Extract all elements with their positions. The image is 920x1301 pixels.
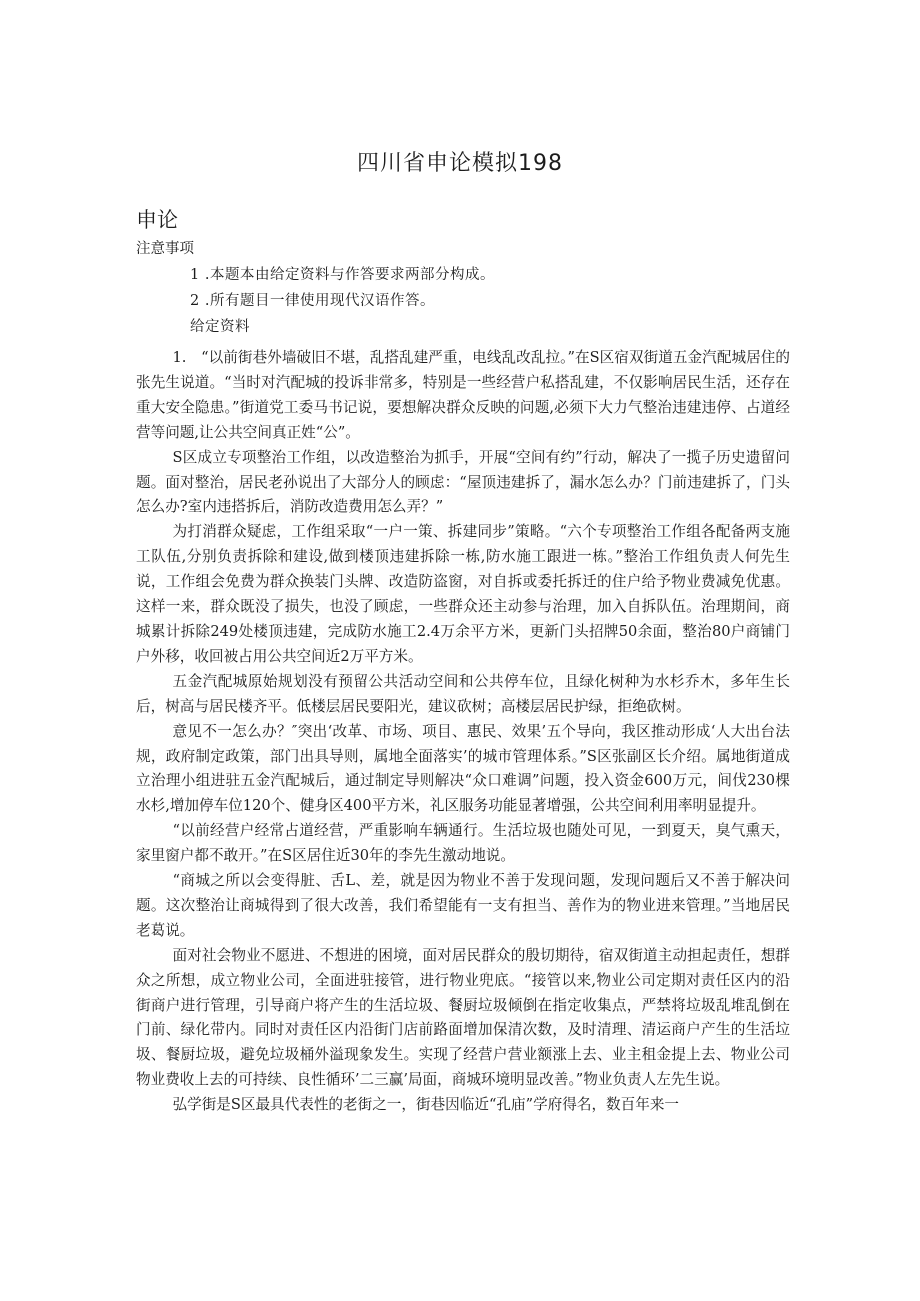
notice-heading: 注意事项 [136, 241, 194, 257]
notice-item: 1 .本题本由给定资料与作答要求两部分构成。 [190, 267, 495, 283]
paragraph: 1. “以前街巷外墙破旧不堪，乱搭乱建严重，电线乱改乱拉。”在S区宿双街道五金汽配城居住的张先生说道。“当时对汽配城的投诉非常多，特别是一些经营户私搭乱建，不仅影响居民生活，还存在重大安全隐患。”街道党工委马书记说，要想解决群众反映的问题,必须下大力气整治违建违停、占道经营等问题,让公共空间真正姓“公”。 [136, 349, 790, 441]
document-title: 四川省申论模拟198 [357, 151, 563, 176]
paragraph: 面对社会物业不愿进、不想进的困境，面对居民群众的殷切期待，宿双街道主动担起责任，想群众之所想，成立物业公司，全面进驻接管，进行物业兜底。“接管以来,物业公司定期对责任区内的沿街商户进行管理，引导商户将产生的生活垃圾、餐厨垃圾倾倒在指定收集点，严禁将垃圾乱堆乱倒在门前、绿化带内。同时对责任区内沿街门店前路面增加保清次数，及时清理、清运商户产生的生活垃圾、餐厨垃圾，避免垃圾桶外溢现象发生。实现了经营户营业额涨上去、业主租金提上去、物业公司物业费收上去的可持续、良性循环’二三赢’局面，商城环境明显改善。”物业负责人左先生说。 [136, 946, 790, 1089]
paragraph: 为打消群众疑虑，工作组采取“一户一策、拆建同步”策略。“六个专项整治工作组各配备两支施工队伍,分别负责拆除和建设,做到楼顶违建拆除一栋,防水施工跟进一栋。”整治工作组负责人何先生说，工作组会免费为群众换装门头牌、改造防盗窗，对自拆或委托拆迁的住户给予物业费减免优惠。这样一来，群众既没了损失，也没了顾虑，一些群众还主动参与治理，加入自拆队伍。治理期间，商城累计拆除249处楼顶违建，完成防水施工2.4万余平方米，更新门头招牌50余面，整治80户商铺门户外移，收回被占用公共空间近2万平方米。 [136, 523, 790, 665]
paragraph: “以前经营户经常占道经营，严重影响车辆通行。生活垃圾也随处可见，一到夏天，臭气熏天，家里窗户都不敢开。”在S区居住近30年的李先生激动地说。 [136, 822, 790, 865]
notice-item: 2 .所有题目一律使用现代汉语作答。 [190, 293, 435, 309]
paragraph: “商城之所以会变得脏、舌L、差，就是因为物业不善于发现问题，发现问题后又不善于解决问题。这次整治让商城得到了很大改善，我们希望能有一支有担当、善作为的物业进来管理。”当地居民老葛说。 [136, 872, 790, 939]
paragraph: S区成立专项整治工作组，以改造整治为抓手，开展“空间有约”行动，解决了一揽子历史遗留问题。面对整治，居民老孙说出了大部分人的顾虑：“屋顶违建拆了，漏水怎么办？门前违建拆了，门头怎么办?室内违搭拆后，消防改造费用怎么弄？” [136, 448, 790, 516]
materials-body [136, 346, 790, 1118]
paragraph: 弘学街是S区最具代表性的老街之一，街巷因临近“孔庙”学府得名，数百年来一 [172, 1096, 680, 1114]
paragraph: 五金汽配城原始规划没有预留公共活动空间和公共停车位，且绿化树种为水杉乔木，多年生长后，树高与居民楼齐平。低楼层居民要阳光，建议砍树；高楼层居民护绿，拒绝砍树。 [136, 672, 790, 715]
paragraph: 意见不一怎么办？″突出‘改革、市场、项目、惠民、效果’五个导向，我区推动形成‘人大出台法规，政府制定政策，部门出具导则，属地全面落实’的城市管理体系。”S区张副区长介绍。属地街道成立治理小组进驻五金汽配城后，通过制定导则解决“众口难调”问题，投入资金600万元，间伐230棵水杉,增加停车位120个、健身区400平方米，礼区服务功能显著增强，公共空间利用率明显提升。 [136, 722, 790, 815]
section-heading: 申论 [136, 208, 178, 232]
materials-heading: 给定资料 [190, 319, 250, 335]
